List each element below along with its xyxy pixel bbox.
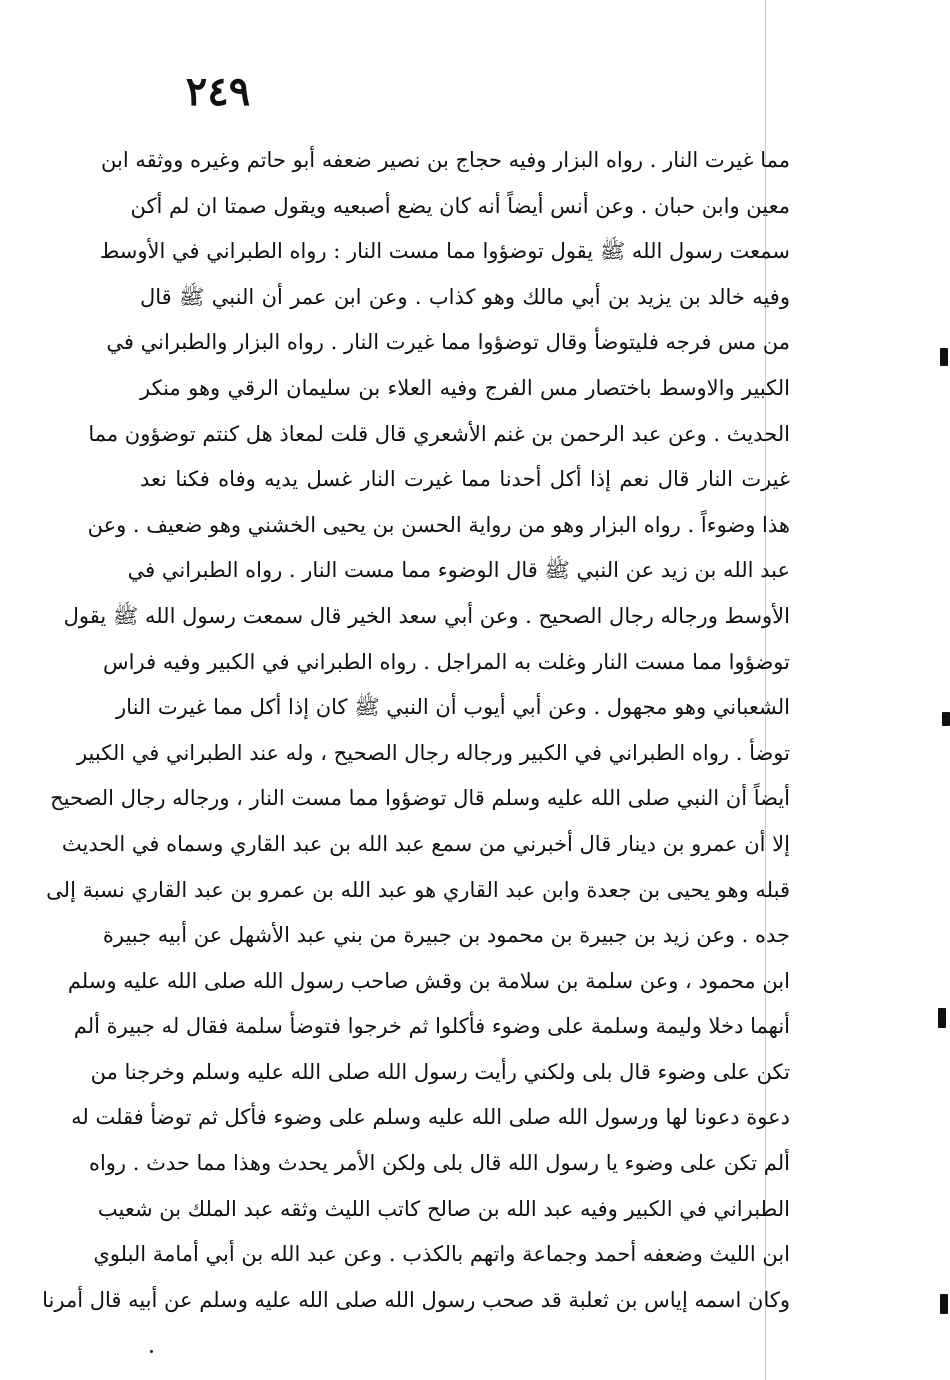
scan-edge-mark	[940, 348, 948, 366]
text-line: ألم تكن على وضوء يا رسول الله قال بلى ولكن الأمر يحدث وهذا مما حدث . رواه	[88, 1151, 790, 1176]
text-line: توضؤوا مما مست النار وغلت به المراجل . رواه الطبراني في الكبير وفيه فراس	[103, 649, 790, 674]
text-line: من مس فرجه فليتوضأ وقال توضؤوا مما غيرت النار . رواه البزار والطبراني في	[106, 330, 790, 355]
text-line: معين وابن حبان . وعن أنس أيضاً أنه كان يضع أصبعيه ويقول صمتا ان لم أكن	[130, 193, 790, 218]
text-line: دعوة دعونا لها ورسول الله صلى الله عليه وسلم على وضوء فأكل ثم توضأ فقلت له	[71, 1105, 790, 1130]
text-line: وفيه خالد بن يزيد بن أبي مالك وهو كذاب . وعن ابن عمر أن النبي ﷺ قال	[140, 284, 790, 309]
text-line: الحديث . وعن عبد الرحمن بن غنم الأشعري قال قلت لمعاذ هل كنتم توضؤون مما	[88, 421, 790, 446]
text-line: هذا وضوءاً . رواه البزار وهو من رواية الحسن بن يحيى الخشني وهو ضعيف . وعن	[87, 512, 790, 537]
body-text	[42, 138, 790, 1323]
text-line: ابن محمود ، وعن سلمة بن سلامة بن وقش صاحب رسول الله صلى الله عليه وسلم	[67, 968, 790, 993]
scan-edge-mark	[938, 1008, 946, 1028]
text-line: قبله وهو يحيى بن جعدة وابن عبد القاري هو عبد الله بن عمرو بن عبد القاري نسبة إلى	[46, 877, 790, 902]
scan-speck	[150, 1350, 153, 1353]
text-line: عبد الله بن زيد عن النبي ﷺ قال الوضوء مما مست النار . رواه الطبراني في	[127, 558, 790, 583]
text-line: توضأ . رواه الطبراني في الكبير ورجاله رجال الصحيح ، وله عند الطبراني في الكبير	[76, 740, 790, 765]
scan-edge-mark	[942, 712, 950, 726]
text-line: ابن الليث وضعفه أحمد وجماعة واتهم بالكذب . وعن عبد الله بن أبي أمامة البلوي	[93, 1242, 790, 1267]
scan-edge-mark	[940, 1294, 948, 1314]
text-line: الطبراني في الكبير وفيه عبد الله بن صالح كاتب الليث وثقه عبد الملك بن شعيب	[97, 1196, 790, 1221]
text-line: سمعت رسول الله ﷺ يقول توضؤوا مما مست النار : رواه الطبراني في الأوسط	[99, 239, 790, 264]
text-line: الشعباني وهو مجهول . وعن أبي أيوب أن النبي ﷺ كان إذا أكل مما غيرت النار	[116, 695, 790, 720]
text-line: أنهما دخلا وليمة وسلمة على وضوء فأكلوا ثم خرجوا فتوضأ سلمة فقال له جبيرة ألم	[73, 1014, 790, 1039]
text-line: الكبير والاوسط باختصار مس الفرج وفيه العلاء بن سليمان الرقي وهو منكر	[140, 375, 790, 400]
text-line: إلا أن عمرو بن دينار قال أخبرني من سمع عبد الله بن عبد القاري وسماه في الحديث	[61, 831, 790, 856]
page-number: ٢٤٩	[185, 68, 251, 115]
text-line: تكن على وضوء قال بلى ولكني رأيت رسول الله صلى الله عليه وسلم وخرجنا من	[90, 1059, 790, 1084]
text-line: الأوسط ورجاله رجال الصحيح . وعن أبي سعد الخير قال سمعت رسول الله ﷺ يقول	[63, 603, 790, 628]
text-line: أيضاً أن النبي صلى الله عليه وسلم قال توضؤوا مما مست النار ، ورجاله رجال الصحيح	[50, 786, 790, 811]
text-line: وكان اسمه إياس بن ثعلبة قد صحب رسول الله صلى الله عليه وسلم عن أبيه قال أمرنا	[42, 1287, 790, 1312]
text-line: مما غيرت النار . رواه البزار وفيه حجاج بن نصير ضعفه أبو حاتم وغيره ووثقه ابن	[100, 148, 790, 172]
text-line: جده . وعن زيد بن جبيرة بن محمود بن جبيرة من بني عبد الأشهل عن أبيه جبيرة	[102, 923, 790, 948]
text-line: غيرت النار قال نعم إذا أكل أحدنا مما غيرت النار غسل يديه وفاه فكنا نعد	[140, 467, 790, 492]
